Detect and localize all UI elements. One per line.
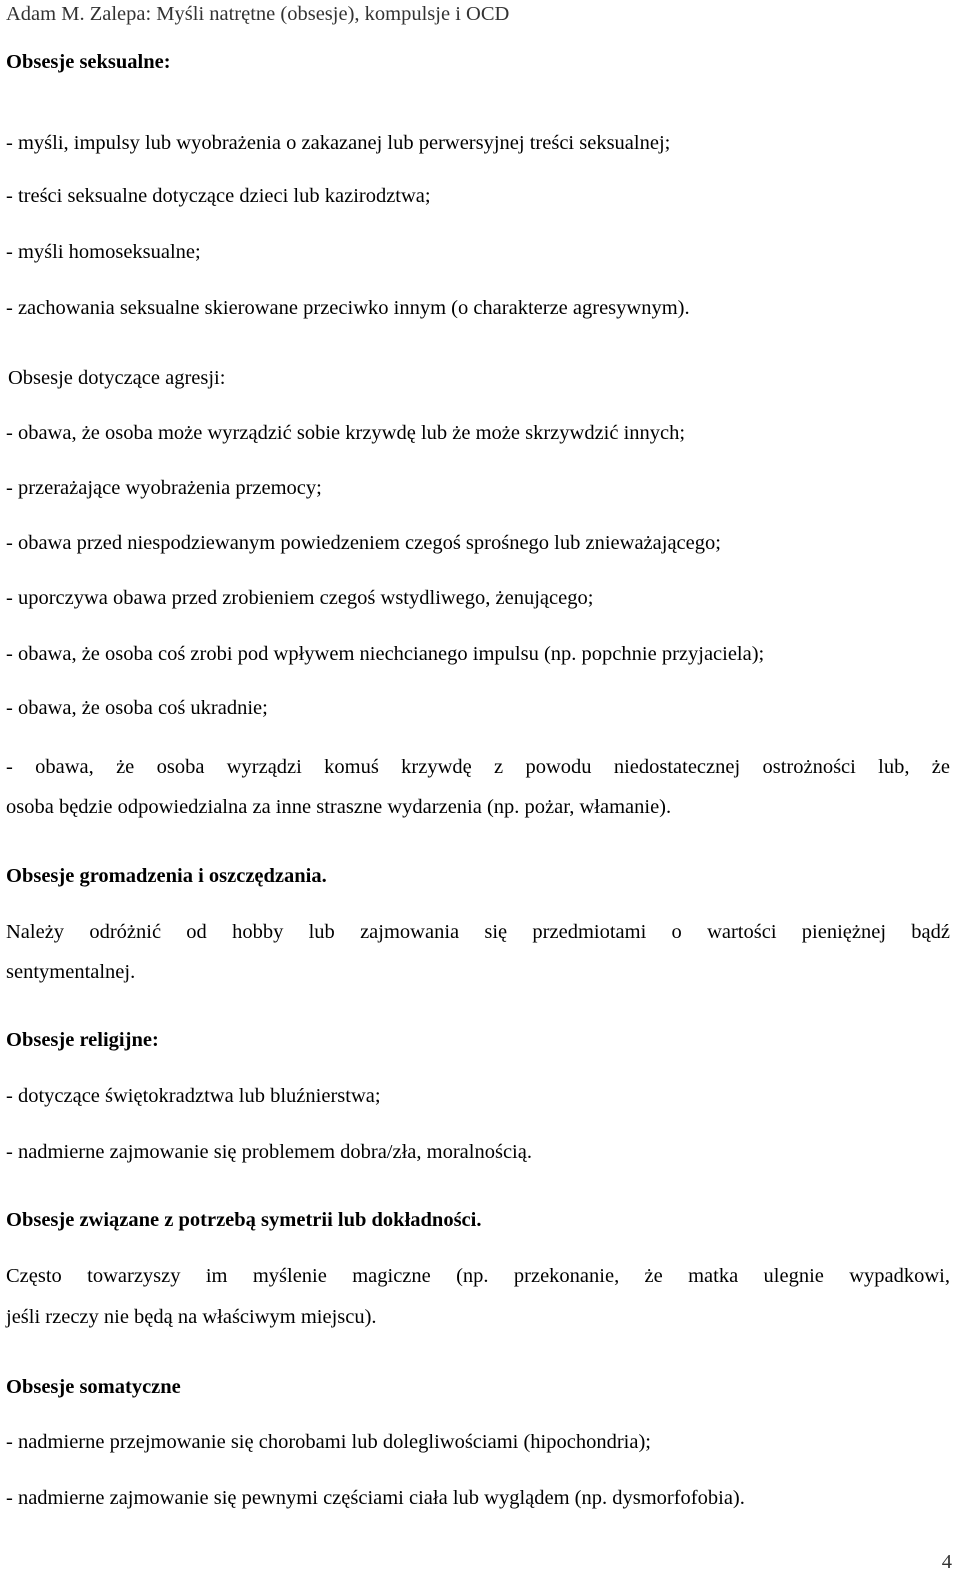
list-item: - nadmierne zajmowanie się problemem dobra/zła, moralnością. xyxy=(6,1141,532,1163)
list-item: - obawa, że osoba coś ukradnie; xyxy=(6,697,268,719)
list-item: - treści seksualne dotyczące dzieci lub kazirodztwa; xyxy=(6,185,431,207)
paragraph-line2: sentymentalnej. xyxy=(6,961,136,983)
list-item-multiline-line1: - obawa, że osoba wyrządzi komuś krzywdę z powodu niedostatecznej ostrożności lub, że xyxy=(6,756,950,778)
section-heading-sexual: Obsesje seksualne: xyxy=(6,51,171,73)
list-item: - uporczywa obawa przed zrobieniem czegoś wstydliwego, żenującego; xyxy=(6,587,594,609)
document-header-title: Adam M. Zalepa: Myśli natrętne (obsesje), kompulsje i OCD xyxy=(6,3,510,25)
section-heading-aggression: Obsesje dotyczące agresji: xyxy=(8,367,226,389)
paragraph-line1: Należy odróżnić od hobby lub zajmowania się przedmiotami o wartości pieniężnej bądź xyxy=(6,921,950,943)
list-item: - nadmierne zajmowanie się pewnymi częściami ciała lub wyglądem (np. dysmorfofobia). xyxy=(6,1487,745,1509)
list-item-multiline-line2: osoba będzie odpowiedzialna za inne straszne wydarzenia (np. pożar, włamanie). xyxy=(6,796,672,818)
list-item: - obawa, że osoba coś zrobi pod wpływem niechcianego impulsu (np. popchnie przyjaciela); xyxy=(6,643,765,665)
paragraph-line1: Często towarzyszy im myślenie magiczne (np. przekonanie, że matka ulegnie wypadkowi, xyxy=(6,1265,950,1287)
list-item: - nadmierne przejmowanie się chorobami lub dolegliwościami (hipochondria); xyxy=(6,1431,651,1453)
paragraph-line2: jeśli rzeczy nie będą na właściwym miejscu). xyxy=(6,1306,377,1328)
list-item: - dotyczące świętokradztwa lub bluźnierstwa; xyxy=(6,1085,381,1107)
list-item: - obawa, że osoba może wyrządzić sobie krzywdę lub że może skrzywdzić innych; xyxy=(6,422,686,444)
section-heading-religious: Obsesje religijne: xyxy=(6,1029,159,1051)
list-item: - przerażające wyobrażenia przemocy; xyxy=(6,477,322,499)
section-heading-symmetry: Obsesje związane z potrzebą symetrii lub dokładności. xyxy=(6,1209,482,1231)
list-item: - obawa przed niespodziewanym powiedzeniem czegoś sprośnego lub znieważającego; xyxy=(6,532,721,554)
list-item: - myśli, impulsy lub wyobrażenia o zakazanej lub perwersyjnej treści seksualnej; xyxy=(6,132,671,154)
section-heading-hoarding: Obsesje gromadzenia i oszczędzania. xyxy=(6,865,327,887)
list-item: - zachowania seksualne skierowane przeciwko innym (o charakterze agresywnym). xyxy=(6,297,690,319)
list-item: - myśli homoseksualne; xyxy=(6,241,201,263)
section-heading-somatic: Obsesje somatyczne xyxy=(6,1376,181,1398)
page-number: 4 xyxy=(941,1551,952,1573)
